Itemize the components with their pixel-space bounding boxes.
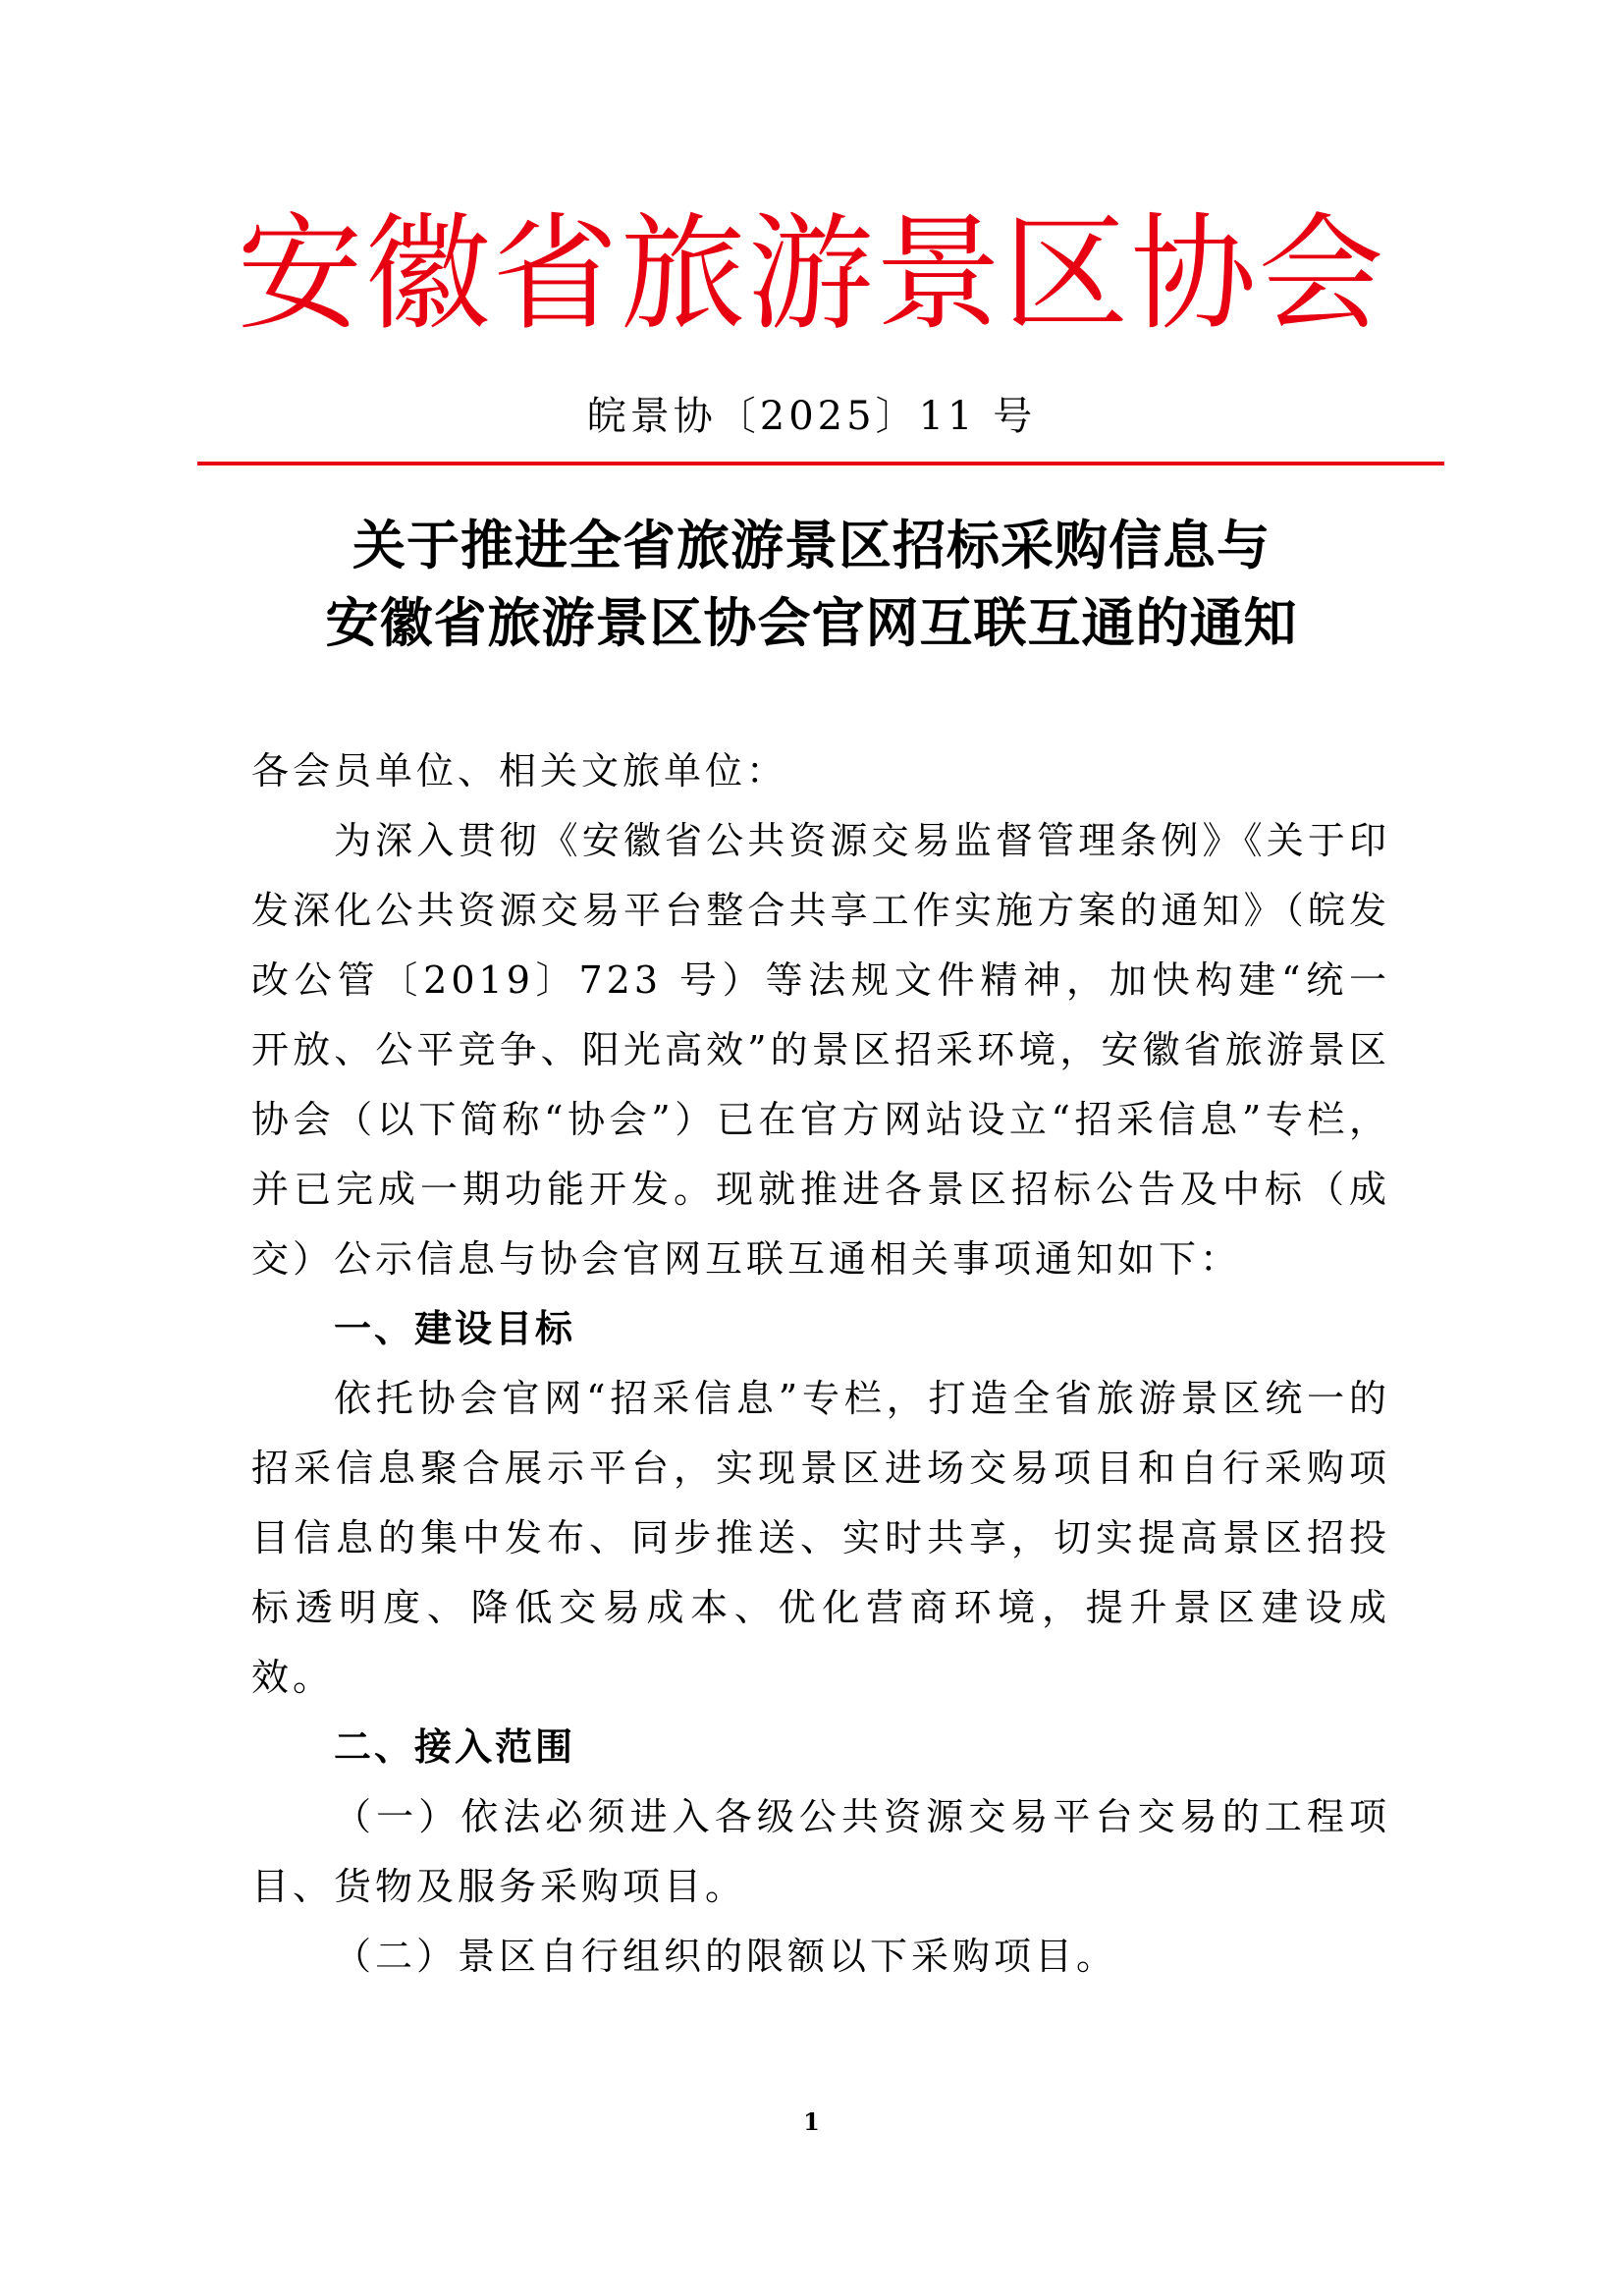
section-1-paragraph: 依托协会官网“招采信息”专栏，打造全省旅游景区统一的招采信息聚合展示平台，实现景区进场交易项目和自行采购项目信息的集中发布、同步推送、实时共享，切实提高景区招投标透明度、降低交易成本、优化营商环境，提升景区建设成效。 xyxy=(251,1377,1390,1699)
section-2-heading: 二、接入范围 xyxy=(334,1725,576,1769)
document-number: 皖景协〔2025〕11 号 xyxy=(586,394,1037,439)
title-line-2: 安徽省旅游景区协会官网互联互通的通知 xyxy=(325,591,1298,654)
document-body xyxy=(251,737,1390,1992)
salutation: 各会员单位、相关文旅单位： xyxy=(251,749,788,793)
organization-masthead: 安徽省旅游景区协会 xyxy=(237,201,1386,348)
section-1-heading: 一、建设目标 xyxy=(334,1307,576,1350)
red-separator-line xyxy=(197,462,1444,465)
page-number: 1 xyxy=(803,2107,820,2136)
title-line-1: 关于推进全省旅游景区招标采购信息与 xyxy=(352,514,1271,576)
intro-paragraph: 为深入贯彻《安徽省公共资源交易监督管理条例》《关于印发深化公共资源交易平台整合共享工作实施方案的通知》（皖发改公管〔2019〕723 号）等法规文件精神，加快构建“统一开放、公平竞争、阳光高效”的景区招采环境，安徽省旅游景区协会（以下简称“协会”）已在官方网站设立“招采信息”专栏，并已完成一期功能开发。现就推进各景区招标公告及中标（成交）公示信息与协会官网互联互通相关事项通知如下： xyxy=(251,819,1390,1281)
document-title xyxy=(0,507,1623,662)
section-2-item-2: （二）景区自行组织的限额以下采购项目。 xyxy=(334,1935,1118,1978)
section-2-item-1: （一）依法必须进入各级公共资源交易平台交易的工程项目、货物及服务采购项目。 xyxy=(251,1795,1390,1908)
